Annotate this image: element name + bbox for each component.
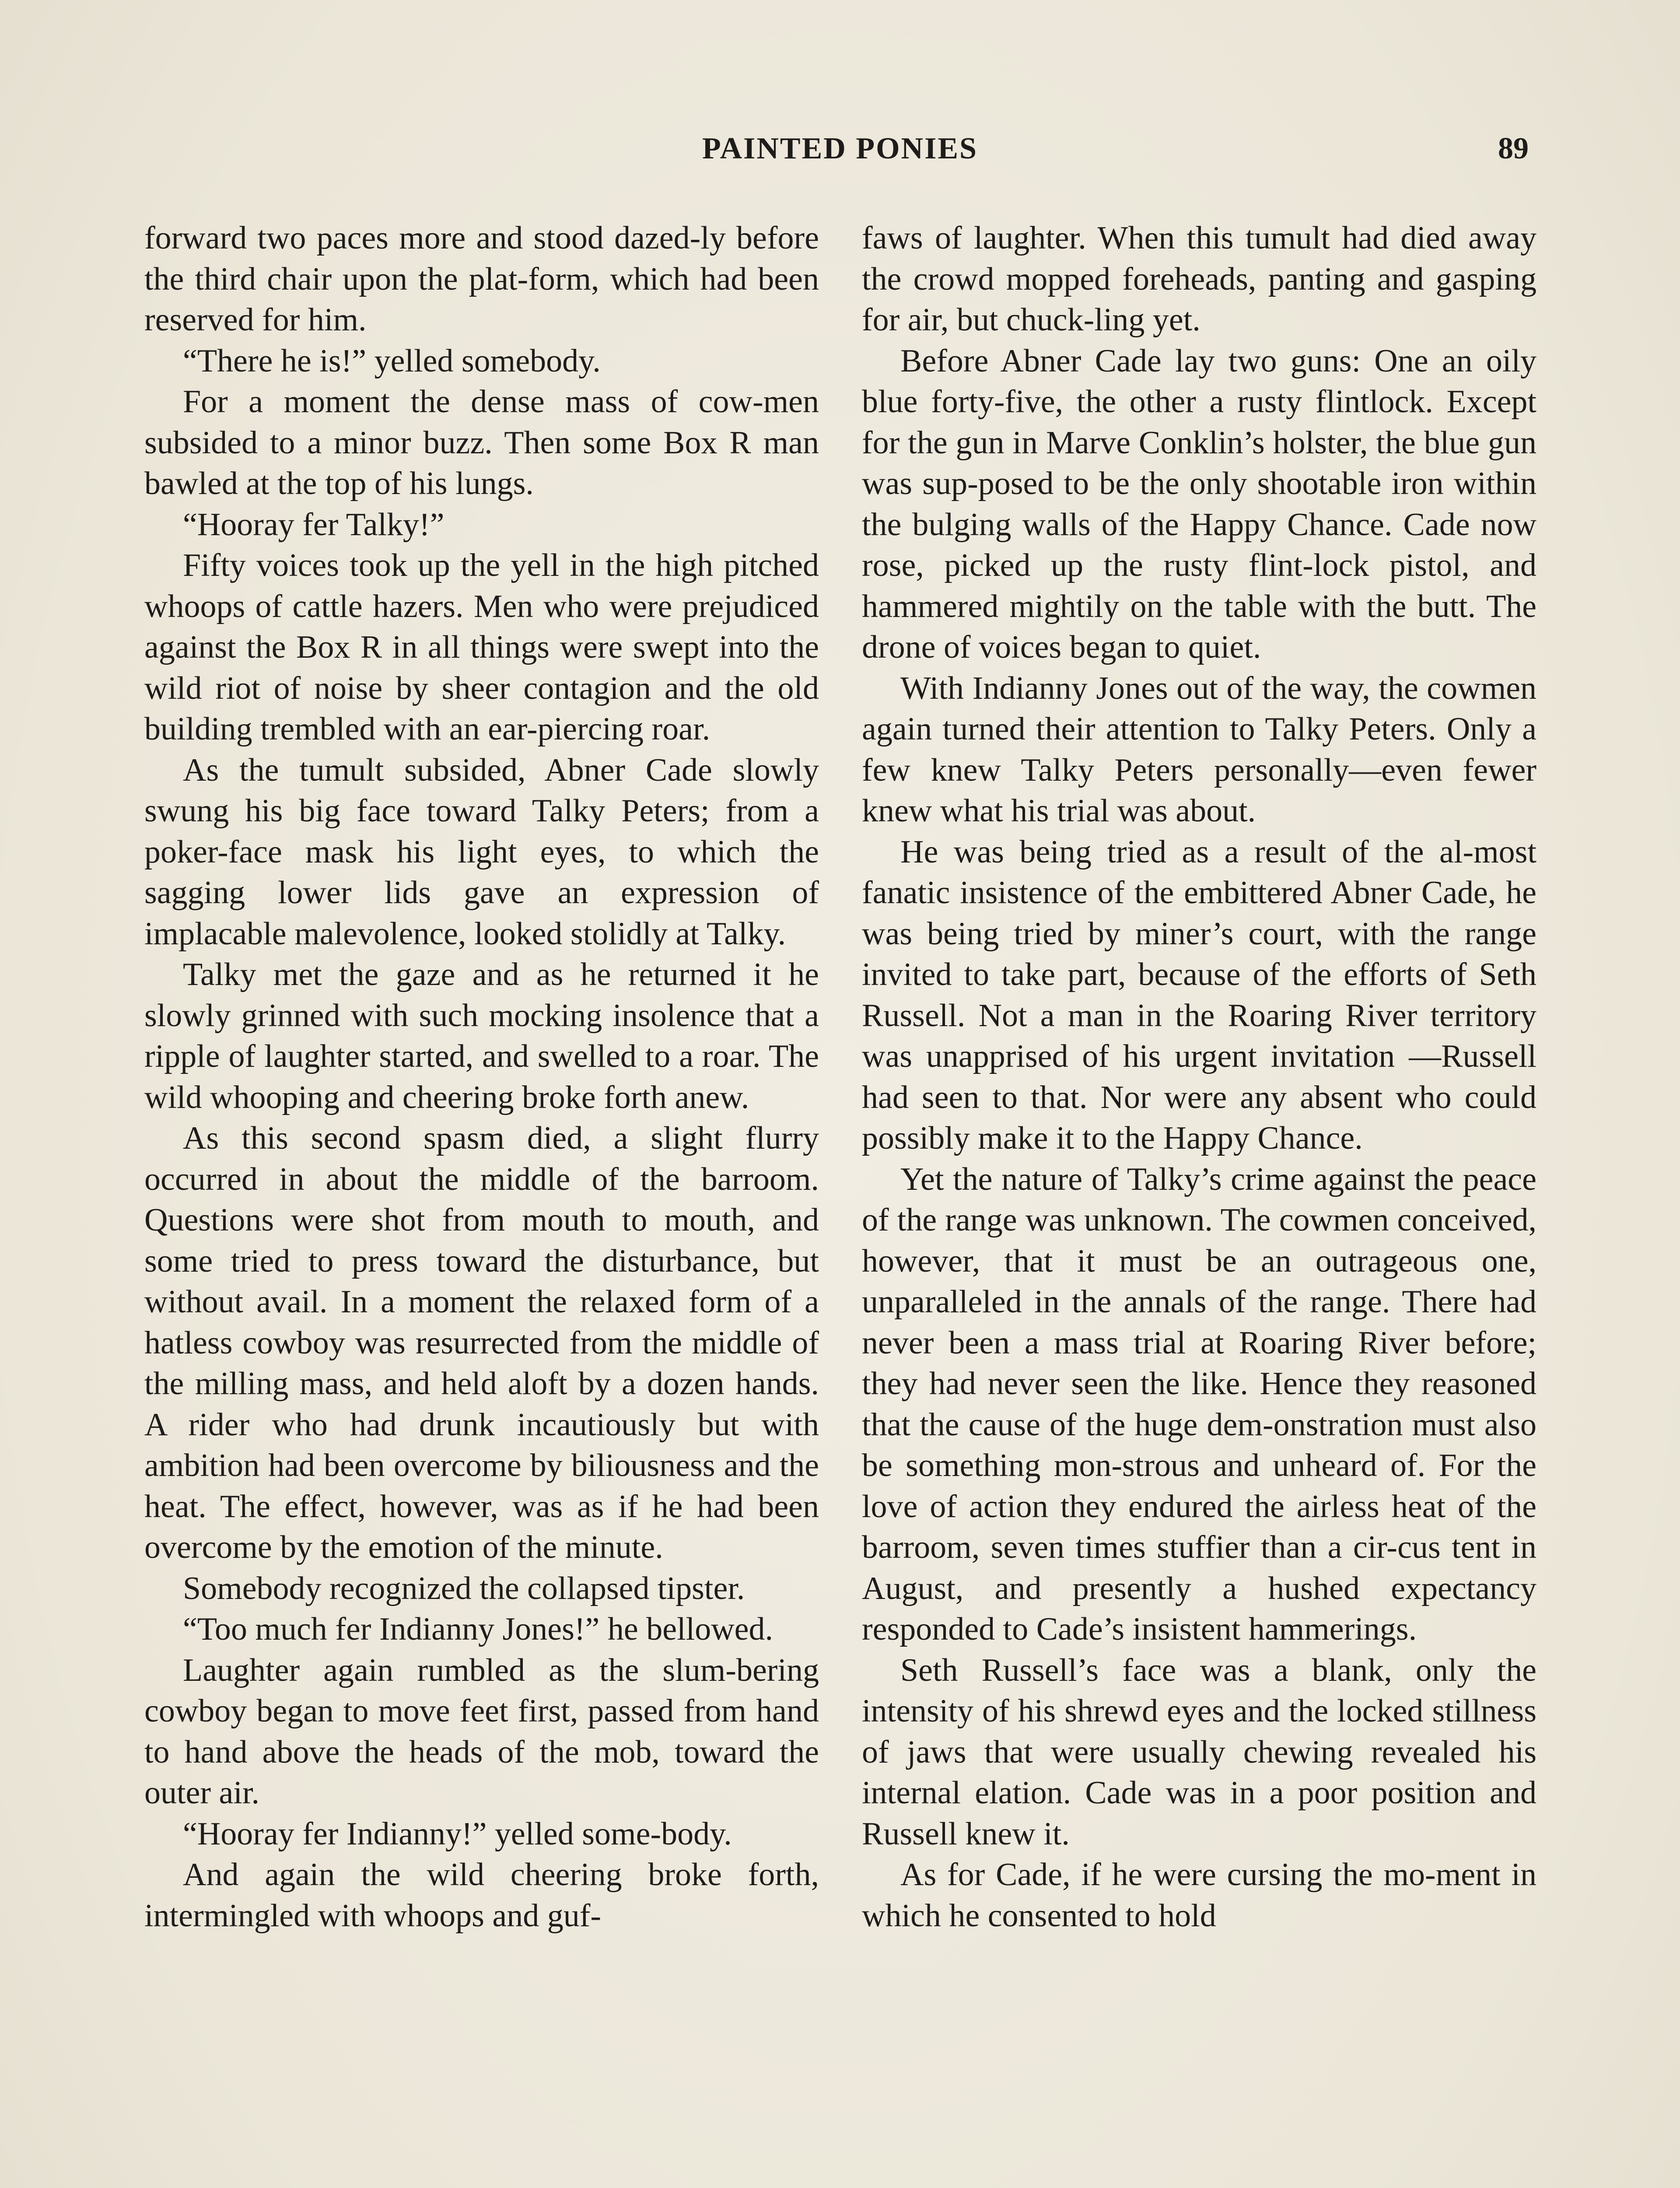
paragraph: “Hooray fer Talky!” — [183, 506, 444, 543]
paragraph: As the tumult subsided, Abner Cade slowly swung his big face toward Talky Peters; from a poker-face mask his light eyes, to which the sagging lower lids gave an expression of implacable malevolence, looked stolidly at Talky. — [144, 752, 819, 952]
paragraph: Somebody recognized the collapsed tipster. — [183, 1570, 745, 1606]
paragraph: He was being tried as a result of the al-most fanatic insistence of the embittered Abner Cade, he was being tried by miner’s court, with the range invited to take part, because of the efforts of Seth Russell. Not a man in the Roaring River territory was unapprised of his urgent invitation —Russell had seen to that. Nor were any absent who could possibly make it to the Happy Chance. — [862, 834, 1536, 1156]
paragraph: For a moment the dense mass of cow-men subsided to a minor buzz. Then some Box R man bawled at the top of his lungs. — [144, 384, 819, 501]
running-head — [0, 131, 1680, 179]
paragraph: As for Cade, if he were cursing the mo-ment in which he consented to hold — [862, 1857, 1536, 1934]
paragraph: As this second spasm died, a slight flurry occurred in about the middle of the barroom. Questions were shot from mouth to mouth, and some tried to press toward the disturbance, but without avail. In a moment the relaxed form of a hatless cowboy was resurrected from the middle of the milling mass, and held aloft by a dozen hands. A rider who had drunk incautiously but with ambition had been overcome by biliousness and the heat. The effect, however, was as if he had been overcome by the emotion of the minute. — [144, 1120, 819, 1565]
paragraph: “Hooray fer Indianny!” yelled some-body. — [183, 1816, 732, 1852]
paragraph: And again the wild cheering broke forth, intermingled with whoops and guf- — [144, 1857, 819, 1934]
paragraph: Seth Russell’s face was a blank, only the intensity of his shrewd eyes and the locked stillness of jaws that were usually chewing revealed his internal elation. Cade was in a poor position and Russell knew it. — [862, 1652, 1536, 1852]
paragraph: forward two paces more and stood dazed-ly before the third chair upon the plat-form, which had been reserved for him. — [144, 220, 819, 338]
left-column — [144, 218, 819, 1936]
paragraph: Fifty voices took up the yell in the high pitched whoops of cattle hazers. Men who were prejudiced against the Box R in all things were swept into the wild riot of noise by sheer contagion and the old building trembled with an ear-piercing roar. — [144, 547, 819, 747]
paragraph: Talky met the gaze and as he returned it he slowly grinned with such mocking insolence that a ripple of laughter started, and swelled to a roar. The wild whooping and cheering broke forth anew. — [144, 957, 819, 1115]
paragraph: Before Abner Cade lay two guns: One an oily blue forty-five, the other a rusty flintlock. Except for the gun in Marve Conklin’s holster, the blue gun was sup-posed to be the only shootable iron within the bulging walls of the Happy Chance. Cade now rose, picked up the rusty flint-lock pistol, and hammered mightily on the table with the butt. The drone of voices began to quiet. — [862, 343, 1536, 665]
paragraph: With Indianny Jones out of the way, the cowmen again turned their attention to Talky Peters. Only a few knew Talky Peters personally—even fewer knew what his trial was about. — [862, 670, 1536, 829]
paragraph: “Too much fer Indianny Jones!” he bellowed. — [183, 1611, 773, 1647]
paragraph: “There he is!” yelled somebody. — [183, 343, 601, 379]
paragraph: faws of laughter. When this tumult had died away the crowd mopped foreheads, panting and gasping for air, but chuck-ling yet. — [862, 220, 1536, 338]
page-number: 89 — [1498, 132, 1529, 165]
running-title: PAINTED PONIES — [702, 132, 978, 165]
right-column — [862, 218, 1536, 1936]
paragraph: Laughter again rumbled as the slum-bering cowboy began to move feet first, passed from hand to hand above the heads of the mob, toward the outer air. — [144, 1652, 819, 1811]
paragraph: Yet the nature of Talky’s crime against the peace of the range was unknown. The cowmen conceived, however, that it must be an outrageous one, unparalleled in the annals of the range. There had never been a mass trial at Roaring River before; they had never seen the like. Hence they reasoned that the cause of the huge dem-onstration must also be something mon-strous and unheard of. For the love of action they endured the airless heat of the barroom, seven times stuffier than a cir-cus tent in August, and presently a hushed expectancy responded to Cade’s insistent hammerings. — [862, 1161, 1536, 1647]
